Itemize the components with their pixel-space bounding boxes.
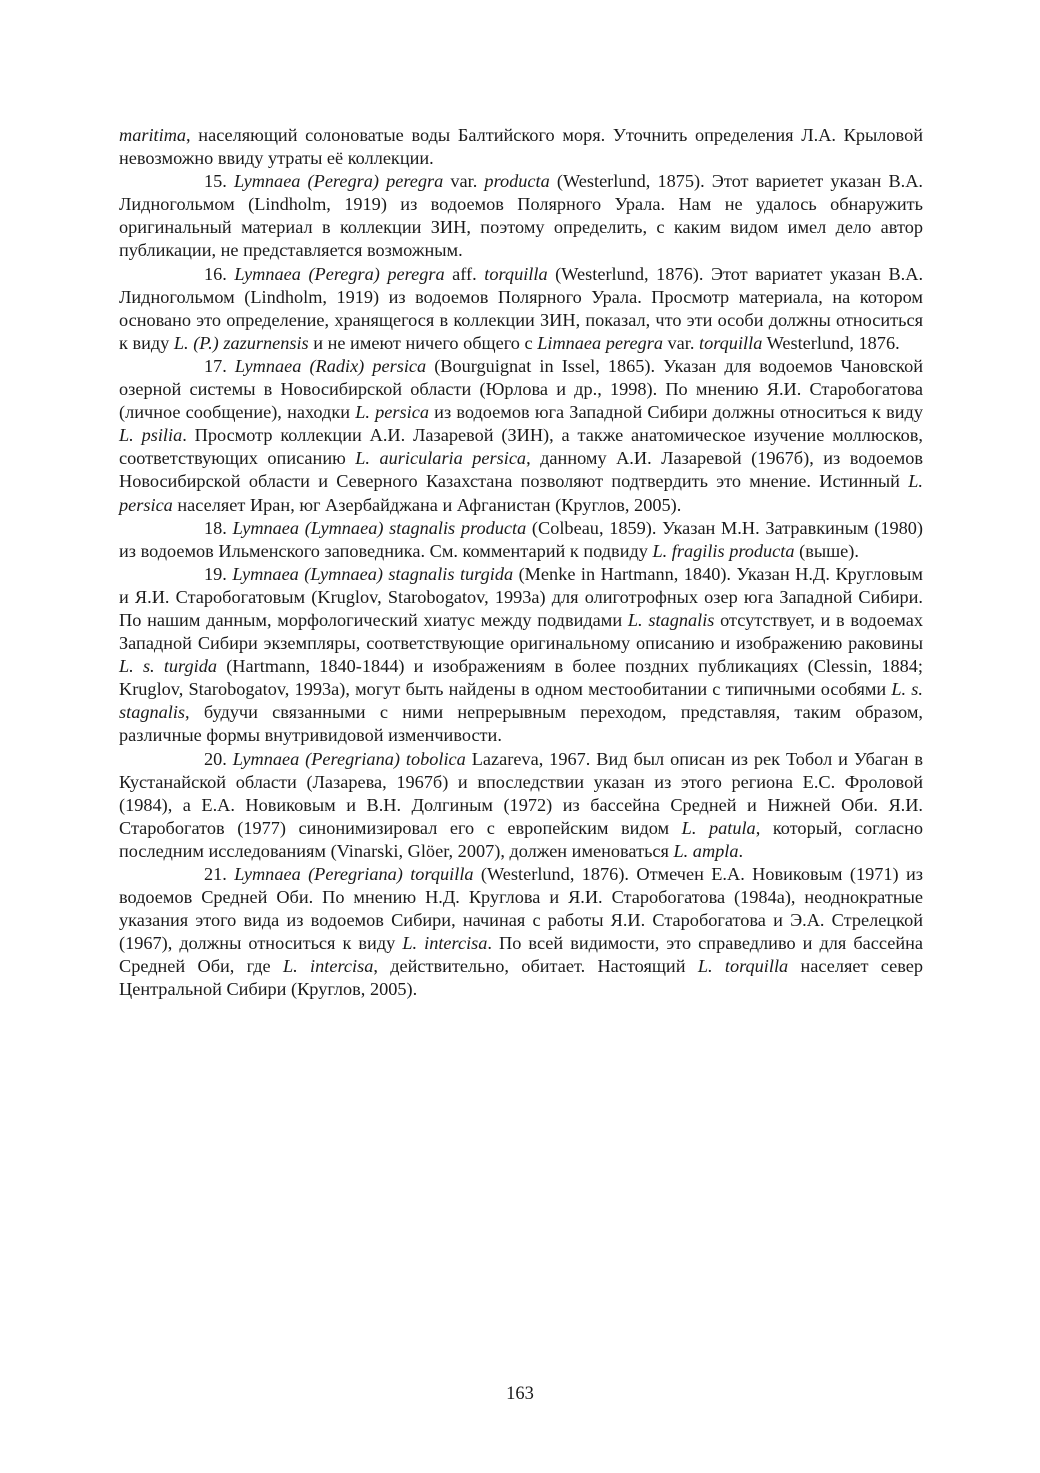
text-segment: из водоемов юга Западной Сибири должны относиться к виду: [428, 402, 923, 423]
italic-text-segment: Lymnaea (Peregriana) tobolica: [232, 748, 466, 769]
page-body: [119, 124, 923, 1002]
italic-text-segment: L. psilia: [119, 425, 183, 446]
italic-text-segment: L. patula: [681, 817, 756, 838]
italic-text-segment: L. persica: [119, 471, 923, 515]
text-segment: (Colbeau, 1859). Указан М.Н. Затравкиным (1980) из водоемов Ильменского заповедника. См. комментарий к подвиду: [119, 517, 924, 561]
text-segment: 16.: [204, 263, 235, 284]
italic-text-segment: Lymnaea (Peregriana) torquilla: [234, 864, 474, 884]
text-segment: var.: [443, 171, 485, 192]
text-segment: (Bourguignat in Issel, 1865). Указан для водоемов Чановской озерной системы в Новосибирской области (Юрлова и др., 1998). По мнению Я.И. Старобогатова (личное сообщение), находки: [119, 355, 924, 423]
text-segment: (Westerlund, 1876). Этот вариатет указан В.А. Лидногольмом (Lindholm, 1919) из водоемов Полярного Урала. Просмотр материала, на котором основано это определение, хранящегося в коллекции ЗИН, показал, что эти особи должны относиться к виду: [119, 263, 924, 353]
paragraph: [119, 355, 923, 517]
text-segment: 19.: [204, 563, 233, 584]
text-segment: . По всей видимости, это справедливо и для бассейна Средней Оби, где: [119, 933, 924, 977]
italic-text-segment: L. persica: [355, 402, 429, 423]
paragraph: [119, 563, 923, 748]
paragraph: [119, 124, 923, 170]
italic-text-segment: Limnaea peregra: [537, 332, 663, 353]
text-segment: (Westerlund, 1876). Отмечен Е.А. Новиковым (1971) из водоемов Средней Оби. По мнению Н.Д. Круглова и Я.И. Старобогатова (1984a), неоднократные указания этого вида из водоемов Сибири, начиная с работы Я.И. Старобогатова и Э.А. Стрелецкой (1967), должны относиться к виду: [119, 864, 923, 954]
italic-text-segment: torquilla: [484, 263, 548, 284]
text-segment: , который, согласно последним исследованиям (Vinarski, Glöer, 2007), должен именоваться: [119, 817, 924, 861]
italic-text-segment: L. intercisa: [402, 933, 488, 954]
text-segment: 18.: [204, 517, 233, 538]
italic-text-segment: Lymnaea (Lymnaea) stagnalis turgida: [232, 563, 514, 584]
text-segment: (Menke in Hartmann, 1840). Указан Н.Д. Кругловым и Я.И. Старобогатовым (Kruglov, Starobogatov, 1993a) для олиготрофных озер юга Западной Сибири. По нашим данным, морфологический хиатус между подвидами: [119, 563, 923, 630]
text-segment: населяет север Центральной Сибири (Круглов, 2005).: [119, 956, 924, 1000]
italic-text-segment: L. s. stagnalis: [119, 679, 923, 723]
text-segment: 20.: [204, 748, 233, 769]
italic-text-segment: L. ampla: [673, 840, 739, 861]
paragraph: [119, 263, 923, 355]
text-segment: .: [738, 840, 744, 861]
text-segment: aff.: [444, 263, 485, 284]
italic-text-segment: L. intercisa: [282, 956, 374, 977]
text-segment: Westerlund, 1876.: [762, 332, 900, 353]
italic-text-segment: L. s. turgida: [119, 656, 217, 677]
italic-text-segment: L. (P.) zazurnensis: [173, 332, 309, 353]
italic-text-segment: L. stagnalis: [627, 609, 715, 630]
italic-text-segment: L. torquilla: [697, 956, 789, 977]
paragraph: [119, 748, 923, 863]
paragraph: [119, 170, 923, 262]
text-segment: (Hartmann, 1840-1844) и изображениям в более поздних публикациях (Clessin, 1884; Kruglov, Starobogatov, 1993a), могут быть найдены в одном местообитании с типичными особями: [119, 656, 923, 700]
text-segment: 15.: [204, 171, 234, 192]
italic-text-segment: Lymnaea (Peregra) peregra: [233, 171, 444, 192]
text-segment: отсутствует, и в водоемах Западной Сибири экземпляры, соответствующие оригинальному описанию и изображению раковины: [119, 609, 924, 654]
text-segment: 17.: [204, 355, 235, 376]
page-number: 163: [506, 1384, 534, 1404]
text-segment: var.: [662, 332, 700, 353]
text-segment: населяет Иран, юг Азербайджана и Афганистан (Круглов, 2005).: [172, 494, 682, 515]
text-segment: , будучи связанными с ними непрерывным переходом, представляя, таким образом, различные формы внутривидовой изменчивости.: [119, 702, 923, 746]
text-segment: , населяющий солоноватые воды Балтийского моря. Уточнить определения Л.А. Крыловой невозможно ввиду утраты её коллекции.: [119, 125, 923, 169]
paragraph: [119, 863, 923, 1002]
text-segment: , данному А.И. Лазаревой (1967б), из водоемов Новосибирской области и Северного Казахстана позволяют подтвердить это мнение. Истинный: [119, 448, 923, 492]
italic-text-segment: L. fragilis producta: [652, 540, 795, 561]
italic-text-segment: producta: [484, 171, 550, 192]
text-segment: (выше).: [794, 540, 859, 561]
italic-text-segment: L. auricularia persica: [355, 448, 527, 469]
italic-text-segment: Lymnaea (Radix) persica: [234, 355, 427, 376]
italic-text-segment: Lymnaea (Lymnaea) stagnalis producta: [232, 517, 527, 538]
text-segment: Lazareva, 1967. Вид был описан из рек Тобол и Убаган в Кустанайской области (Лазарева, 1967б) и впоследствии указан из этого региона Е.С. Фроловой (1984), а Е.А. Новиковым и В.Н. Долгиным (1972) из бассейна Средней и Нижней Оби. Я.И. Старобогатов (1977) синонимизировал его с европейским видом: [119, 748, 923, 838]
text-segment: . Просмотр коллекции А.И. Лазаревой (ЗИН), а также анатомическое изучение моллюсков, соответствующих описанию: [119, 425, 923, 469]
text-segment: и не имеют ничего общего с: [308, 332, 538, 353]
italic-text-segment: torquilla: [699, 332, 763, 353]
italic-text-segment: Lymnaea (Peregra) peregra: [234, 263, 445, 284]
text-segment: (Westerlund, 1875). Этот вариетет указан В.А. Лидногольмом (Lindholm, 1919) из водоемов Полярного Урала. Нам не удалось обнаружить оригинальный материал в коллекции ЗИН, поэтому определить, с каким видом имел дело автор публикации, не представляется возможным.: [119, 171, 923, 261]
text-segment: 21.: [204, 864, 235, 884]
text-segment: , действительно, обитает. Настоящий: [373, 956, 698, 977]
italic-text-segment: maritima: [119, 125, 187, 145]
paragraph: [119, 517, 923, 563]
